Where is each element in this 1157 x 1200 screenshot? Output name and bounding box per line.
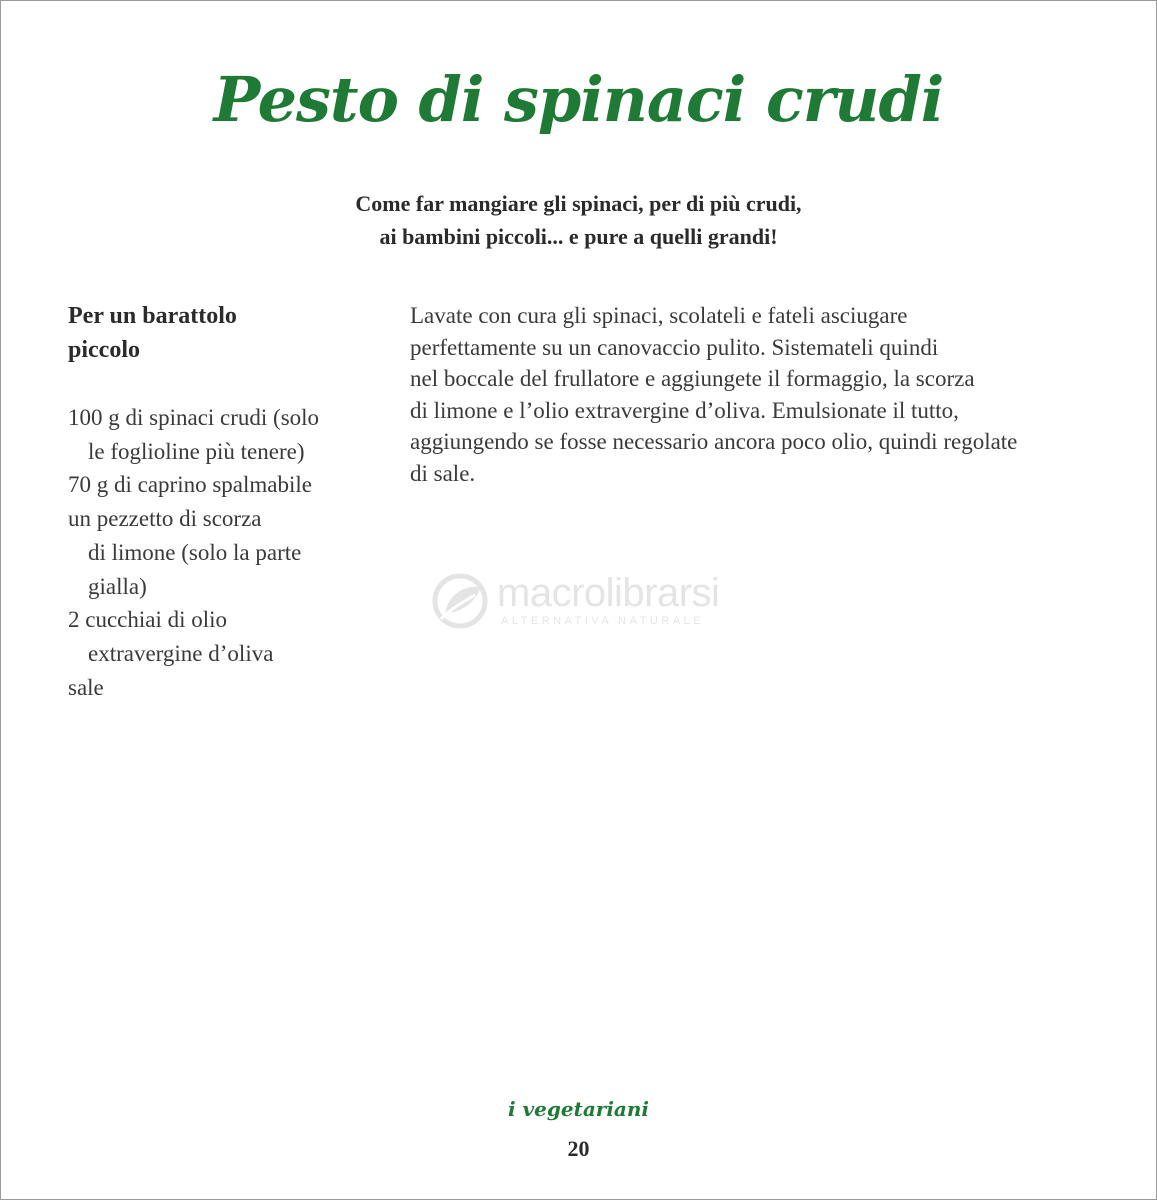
method-line: di sale. xyxy=(410,460,476,486)
ingredient-item xyxy=(68,502,378,603)
ingredient-item xyxy=(68,401,378,468)
ingredient-item xyxy=(68,671,378,705)
ingredient-line: sale xyxy=(68,674,104,700)
method-line: di limone e l’olio extravergine d’oliva. Emulsionate il tutto, xyxy=(410,397,959,423)
ingredient-line: 70 g di caprino spalmabile xyxy=(68,472,312,498)
ingredient-line: extravergine d’oliva xyxy=(88,640,274,666)
ingredient-line: 100 g di spinaci crudi (solo xyxy=(68,405,320,430)
ingredient-line: le foglioline più tenere) xyxy=(88,438,305,464)
ingredient-line: un pezzetto di scorza xyxy=(68,506,262,532)
watermark xyxy=(431,571,731,631)
recipe-title: Pesto di spinaci crudi xyxy=(213,63,944,136)
page-number: 20 xyxy=(567,1136,590,1161)
leaf-logo-icon xyxy=(431,573,489,629)
method-line: nel boccale del frullatore e aggiungete il formaggio, la scorza xyxy=(410,366,975,391)
method-line: perfettamente su un canovaccio pulito. Sistemateli quindi xyxy=(410,334,939,360)
ingredients-column xyxy=(68,299,378,704)
ingredient-item xyxy=(68,603,378,670)
ingredients-heading-line: Per un barattolo xyxy=(68,303,237,329)
ingredient-line: di limone (solo la parte xyxy=(88,539,302,565)
recipe-subtitle xyxy=(1,187,1156,253)
method-line: aggiungendo se fosse necessario ancora poco olio, quindi regolate xyxy=(410,429,1018,454)
series-name: i vegetariani xyxy=(507,1097,650,1121)
ingredient-item xyxy=(68,468,378,502)
ingredient-line: gialla) xyxy=(88,573,147,599)
ingredients-heading xyxy=(68,299,378,367)
method-text xyxy=(410,300,1120,489)
subtitle-line: ai bambini piccoli... e pure a quelli grandi! xyxy=(379,224,778,249)
ingredient-line: 2 cucchiai di olio xyxy=(68,607,228,633)
ingredients-heading-line: piccolo xyxy=(68,337,140,363)
subtitle-line: Come far mangiare gli spinaci, per di più crudi, xyxy=(355,191,802,216)
watermark-name: macrolibrarsi xyxy=(497,571,720,615)
method-line: Lavate con cura gli spinaci, scolateli e fateli asciugare xyxy=(410,303,908,328)
ingredients-list xyxy=(68,401,378,704)
watermark-tagline: ALTERNATIVA NATURALE xyxy=(501,615,705,627)
